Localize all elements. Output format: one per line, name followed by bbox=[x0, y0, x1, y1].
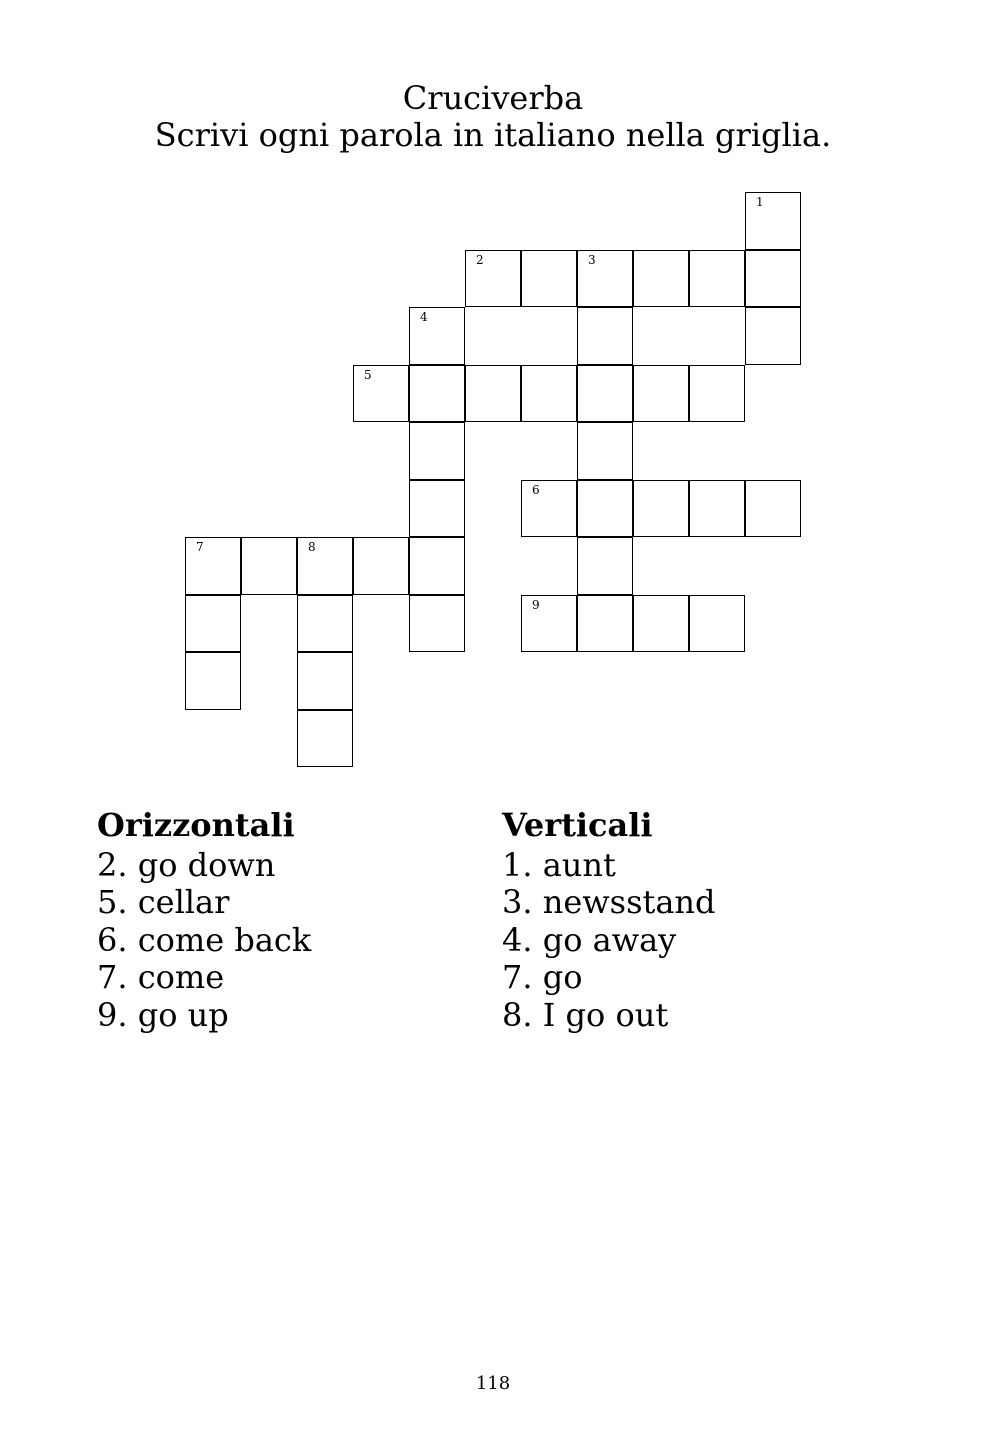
grid-cell[interactable] bbox=[577, 250, 633, 308]
down-clues bbox=[502, 806, 902, 1034]
grid-cell[interactable] bbox=[409, 422, 465, 480]
clue-number: 1 bbox=[756, 195, 764, 209]
grid-cell[interactable] bbox=[185, 595, 241, 653]
grid-cell[interactable] bbox=[745, 250, 801, 308]
grid-cell[interactable] bbox=[689, 480, 745, 538]
grid-cell[interactable] bbox=[297, 710, 353, 768]
grid-cell[interactable] bbox=[297, 652, 353, 710]
grid-cell[interactable] bbox=[745, 480, 801, 538]
grid-cell[interactable] bbox=[521, 365, 577, 423]
grid-cell[interactable] bbox=[353, 537, 409, 595]
clue-number: 7 bbox=[196, 540, 204, 554]
grid-cell[interactable] bbox=[521, 250, 577, 308]
grid-cell[interactable] bbox=[633, 250, 689, 308]
grid-cell[interactable] bbox=[633, 480, 689, 538]
grid-cell[interactable] bbox=[577, 422, 633, 480]
clue-item: 7. go bbox=[502, 958, 583, 997]
grid-cell[interactable] bbox=[521, 480, 577, 538]
grid-cell[interactable] bbox=[465, 250, 521, 308]
grid-cell[interactable] bbox=[577, 365, 633, 423]
grid-cell[interactable] bbox=[465, 365, 521, 423]
page-title: Cruciverba bbox=[402, 79, 584, 117]
grid-cell[interactable] bbox=[577, 480, 633, 538]
grid-cell[interactable] bbox=[409, 595, 465, 653]
clue-number: 6 bbox=[532, 482, 540, 497]
across-clue-list bbox=[97, 847, 497, 1034]
grid-cell[interactable] bbox=[577, 595, 633, 653]
across-clues bbox=[97, 806, 497, 1034]
grid-cell[interactable] bbox=[297, 595, 353, 653]
across-heading: Orizzontali bbox=[97, 806, 295, 844]
instructions: Scrivi ogni parola in italiano nella griglia. bbox=[154, 116, 832, 154]
grid-cell[interactable] bbox=[185, 652, 241, 710]
clue-item: 8. I go out bbox=[502, 995, 669, 1034]
clue-number: 3 bbox=[588, 252, 596, 267]
grid-cell[interactable] bbox=[745, 192, 801, 250]
page-number: 118 bbox=[475, 1373, 511, 1394]
grid-cell[interactable] bbox=[633, 365, 689, 423]
grid-cell[interactable] bbox=[409, 480, 465, 538]
clue-item: 4. go away bbox=[502, 920, 677, 959]
grid-cell[interactable] bbox=[185, 537, 241, 595]
grid-cell[interactable] bbox=[689, 595, 745, 653]
clue-item: 9. go up bbox=[97, 995, 229, 1034]
crossword-grid bbox=[185, 192, 801, 767]
grid-cell[interactable] bbox=[353, 365, 409, 423]
grid-cell[interactable] bbox=[409, 365, 465, 423]
grid-cell[interactable] bbox=[409, 307, 465, 365]
grid-cell[interactable] bbox=[297, 537, 353, 595]
grid-cell[interactable] bbox=[633, 595, 689, 653]
down-heading: Verticali bbox=[502, 806, 653, 844]
grid-cell[interactable] bbox=[689, 250, 745, 308]
grid-cell[interactable] bbox=[689, 365, 745, 423]
grid-cell[interactable] bbox=[521, 595, 577, 653]
clue-item: 3. newsstand bbox=[502, 883, 716, 922]
clue-item: 2. go down bbox=[97, 846, 276, 884]
down-clue-list bbox=[502, 847, 902, 1034]
grid-cell[interactable] bbox=[577, 307, 633, 365]
clue-number: 2 bbox=[476, 252, 484, 267]
clue-item: 5. cellar bbox=[97, 883, 230, 922]
clue-item: 1. aunt bbox=[502, 846, 616, 884]
clue-number: 8 bbox=[308, 540, 316, 554]
grid-cell[interactable] bbox=[409, 537, 465, 595]
grid-cell[interactable] bbox=[577, 537, 633, 595]
clue-item: 7. come bbox=[97, 958, 225, 997]
clue-number: 9 bbox=[532, 597, 540, 612]
clue-number: 5 bbox=[364, 367, 372, 382]
grid-cell[interactable] bbox=[745, 307, 801, 365]
clue-number: 4 bbox=[420, 310, 428, 324]
grid-cell[interactable] bbox=[241, 537, 297, 595]
clue-item: 6. come back bbox=[97, 920, 312, 959]
